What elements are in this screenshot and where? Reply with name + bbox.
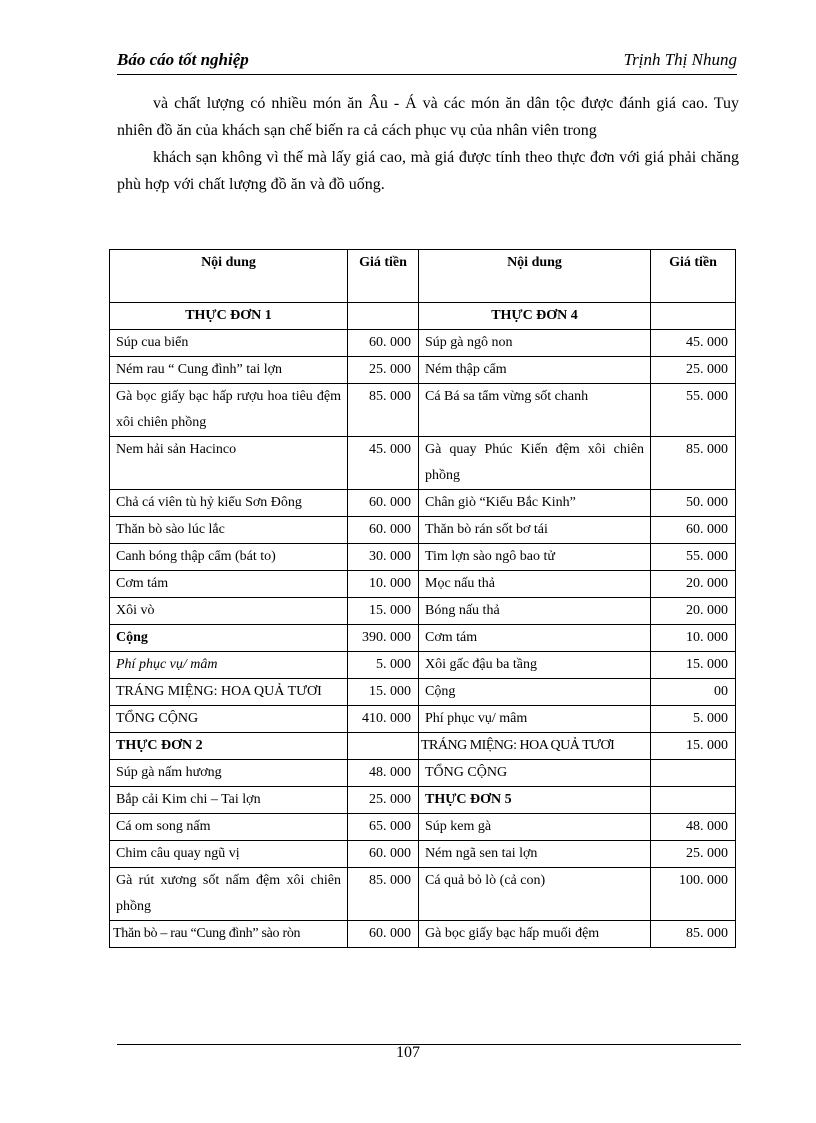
page-number: 107	[396, 1044, 420, 1061]
dish-cell: Mọc nấu thả	[419, 571, 651, 598]
dish-cell: Thăn bò rán sốt bơ tái	[419, 517, 651, 544]
dish-cell: Súp gà ngô non	[419, 330, 651, 357]
table-header-row	[110, 250, 736, 303]
price-cell: 60. 000	[348, 330, 419, 357]
price-cell: 85. 000	[348, 868, 419, 921]
subtotal-label: Cộng	[110, 625, 348, 652]
table-row	[110, 706, 736, 733]
price-cell: 45. 000	[348, 437, 419, 490]
table-row	[110, 733, 736, 760]
dish-cell: Xôi vò	[110, 598, 348, 625]
dish-cell: Tim lợn sào ngô bao tử	[419, 544, 651, 571]
menu-section-title: THỰC ĐƠN 4	[419, 303, 651, 330]
grand-total-label: TỔNG CỘNG	[110, 706, 348, 733]
price-cell: 48. 000	[348, 760, 419, 787]
price-cell: 55. 000	[651, 544, 736, 571]
price-cell: 65. 000	[348, 814, 419, 841]
dish-cell: Chân giò “Kiểu Bắc Kinh”	[419, 490, 651, 517]
price-cell: 15. 000	[348, 679, 419, 706]
dessert-cell: TRÁNG MIỆNG: HOA QUẢ TƯƠI	[419, 733, 651, 760]
price-cell: 410. 000	[348, 706, 419, 733]
price-cell	[651, 760, 736, 787]
menu-section-title: THỰC ĐƠN 1	[110, 303, 348, 330]
dish-cell: Súp kem gà	[419, 814, 651, 841]
menu-price-table	[109, 249, 736, 948]
body-text	[117, 90, 739, 198]
menu-section-title: THỰC ĐƠN 5	[419, 787, 651, 814]
dish-cell: Chim câu quay ngũ vị	[110, 841, 348, 868]
price-cell	[651, 303, 736, 330]
price-cell: 85. 000	[651, 921, 736, 948]
dish-cell: Gà quay Phúc Kiến đệm xôi chiên phồng	[419, 437, 651, 490]
dish-cell: Ném ngã sen tai lợn	[419, 841, 651, 868]
dish-cell: Bắp cải Kim chi – Tai lợn	[110, 787, 348, 814]
table-row	[110, 330, 736, 357]
dish-cell: Nem hải sản Hacinco	[110, 437, 348, 490]
price-cell: 60. 000	[348, 490, 419, 517]
table-row	[110, 760, 736, 787]
table-row	[110, 841, 736, 868]
column-header: Giá tiền	[348, 250, 419, 303]
service-fee-label: Phí phục vụ/ mâm	[110, 652, 348, 679]
menu-section-title: THỰC ĐƠN 2	[110, 733, 348, 760]
price-cell: 85. 000	[348, 384, 419, 437]
table-row	[110, 544, 736, 571]
table-row	[110, 303, 736, 330]
table-row	[110, 679, 736, 706]
dish-cell: Thăn bò – rau “Cung đình” sào ròn	[110, 921, 348, 948]
page-header	[117, 48, 737, 75]
price-cell: 45. 000	[651, 330, 736, 357]
price-cell: 5. 000	[651, 706, 736, 733]
dish-cell: Cá om song nấm	[110, 814, 348, 841]
price-cell: 10. 000	[651, 625, 736, 652]
price-cell: 25. 000	[348, 787, 419, 814]
table-row	[110, 868, 736, 921]
table-row	[110, 652, 736, 679]
price-cell: 55. 000	[651, 384, 736, 437]
table-row	[110, 625, 736, 652]
price-cell: 30. 000	[348, 544, 419, 571]
dish-cell: Canh bóng thập cẩm (bát to)	[110, 544, 348, 571]
price-cell: 25. 000	[651, 841, 736, 868]
dish-cell: Ném rau “ Cung đình” tai lợn	[110, 357, 348, 384]
dish-cell: Gà bọc giấy bạc hấp rượu hoa tiêu đệm xôi chiên phồng	[110, 384, 348, 437]
dish-cell: Gà rút xương sốt nấm đệm xôi chiên phồng	[110, 868, 348, 921]
dish-cell: Súp gà nấm hương	[110, 760, 348, 787]
price-cell: 25. 000	[348, 357, 419, 384]
subtotal-label: Cộng	[419, 679, 651, 706]
price-cell: 25. 000	[651, 357, 736, 384]
price-cell: 60. 000	[348, 841, 419, 868]
table-row	[110, 357, 736, 384]
dish-cell: Thăn bò sào lúc lắc	[110, 517, 348, 544]
price-cell: 60. 000	[348, 921, 419, 948]
price-cell: 15. 000	[651, 652, 736, 679]
price-cell	[651, 787, 736, 814]
dish-cell: Ném thập cẩm	[419, 357, 651, 384]
grand-total-label: TỔNG CỘNG	[419, 760, 651, 787]
price-cell: 15. 000	[348, 598, 419, 625]
price-cell: 60. 000	[651, 517, 736, 544]
price-cell: 48. 000	[651, 814, 736, 841]
price-cell: 85. 000	[651, 437, 736, 490]
price-cell: 50. 000	[651, 490, 736, 517]
price-cell: 20. 000	[651, 571, 736, 598]
price-cell: 00	[651, 679, 736, 706]
price-cell: 5. 000	[348, 652, 419, 679]
table-row	[110, 490, 736, 517]
table-row	[110, 814, 736, 841]
table-row	[110, 517, 736, 544]
table-row	[110, 921, 736, 948]
dish-cell: Cá Bá sa tẩm vừng sốt chanh	[419, 384, 651, 437]
dessert-cell: TRÁNG MIỆNG: HOA QUẢ TƯƠI	[110, 679, 348, 706]
dish-cell: Chả cá viên tù hỷ kiểu Sơn Đông	[110, 490, 348, 517]
price-cell: 20. 000	[651, 598, 736, 625]
column-header: Nội dung	[110, 250, 348, 303]
dish-cell: Súp cua biển	[110, 330, 348, 357]
price-cell	[348, 303, 419, 330]
service-fee-label: Phí phục vụ/ mâm	[419, 706, 651, 733]
table-row	[110, 571, 736, 598]
table-row	[110, 787, 736, 814]
paragraph: và chất lượng có nhiều món ăn Âu - Á và các món ăn dân tộc được đánh giá cao. Tuy nhiên đồ ăn của khách sạn chế biến ra cả cách phục vụ của nhân viên trong	[117, 95, 739, 139]
dish-cell: Gà bọc giấy bạc hấp muối đệm	[419, 921, 651, 948]
price-cell: 10. 000	[348, 571, 419, 598]
dish-cell: Cơm tám	[110, 571, 348, 598]
dish-cell: Cá quả bỏ lò (cả con)	[419, 868, 651, 921]
dish-cell: Bóng nấu thả	[419, 598, 651, 625]
price-cell	[348, 733, 419, 760]
header-report-title: Báo cáo tốt nghiệp	[117, 50, 249, 69]
column-header: Giá tiền	[651, 250, 736, 303]
table-row	[110, 437, 736, 490]
dish-cell: Xôi gấc đậu ba tầng	[419, 652, 651, 679]
price-cell: 390. 000	[348, 625, 419, 652]
table-row	[110, 384, 736, 437]
paragraph: khách sạn không vì thế mà lấy giá cao, mà giá được tính theo thực đơn với giá phải chăng phù hợp với chất lượng đồ ăn và đồ uống.	[117, 149, 739, 193]
header-author: Trịnh Thị Nhung	[623, 50, 737, 69]
dish-cell: Cơm tám	[419, 625, 651, 652]
price-cell: 100. 000	[651, 868, 736, 921]
price-cell: 15. 000	[651, 733, 736, 760]
price-cell: 60. 000	[348, 517, 419, 544]
table-row	[110, 598, 736, 625]
column-header: Nội dung	[419, 250, 651, 303]
